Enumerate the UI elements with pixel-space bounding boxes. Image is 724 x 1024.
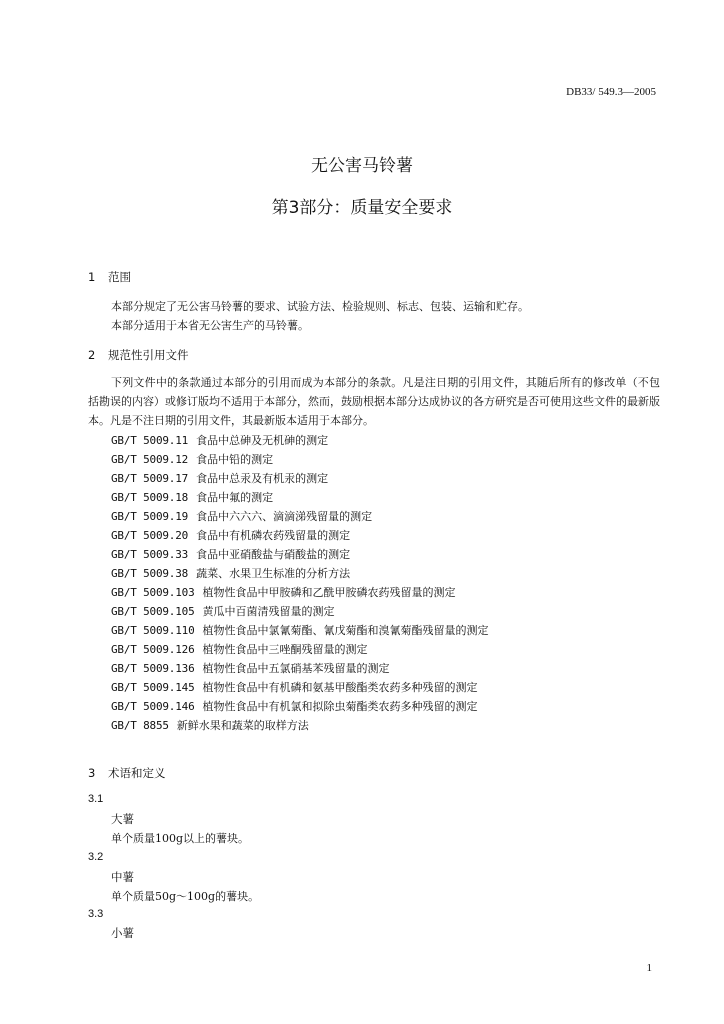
section-title: 术语和定义 <box>108 766 166 780</box>
document-number: DB33/ 549.3—2005 <box>566 86 656 98</box>
section-heading-references <box>88 347 189 363</box>
reference-item <box>111 546 350 562</box>
reference-name: 植物性食品中五氯硝基苯残留量的测定 <box>202 662 390 675</box>
reference-code: GB/T 5009.33 <box>111 548 189 561</box>
reference-code: GB/T 5009.17 <box>111 472 189 485</box>
reference-item <box>111 565 350 581</box>
term-title: 大薯 <box>111 812 134 826</box>
reference-name: 黄瓜中百菌清残留量的测定 <box>202 605 335 618</box>
reference-name: 新鲜水果和蔬菜的取样方法 <box>176 719 309 732</box>
section-number: 1 <box>88 270 96 284</box>
reference-item <box>111 717 309 733</box>
scope-paragraph-1: 本部分规定了无公害马铃薯的要求、试验方法、检验规则、标志、包装、运输和贮存。 <box>111 300 529 313</box>
reference-code: GB/T 5009.12 <box>111 453 189 466</box>
reference-name: 植物性食品中有机氯和拟除虫菊酯类农药多种残留的测定 <box>202 700 478 713</box>
reference-name: 植物性食品中三唑酮残留量的测定 <box>202 643 368 656</box>
reference-code: GB/T 5009.38 <box>111 567 189 580</box>
reference-code: GB/T 8855 <box>111 719 169 732</box>
reference-name: 食品中总砷及无机砷的测定 <box>196 434 329 447</box>
reference-item <box>111 603 335 619</box>
term-number: 3.1 <box>88 793 104 805</box>
reference-item <box>111 451 273 467</box>
reference-code: GB/T 5009.105 <box>111 605 195 618</box>
reference-item <box>111 432 328 448</box>
page-number: 1 <box>646 962 652 974</box>
reference-name: 食品中有机磷农药残留量的测定 <box>196 529 351 542</box>
section-title: 规范性引用文件 <box>108 348 189 362</box>
reference-code: GB/T 5009.136 <box>111 662 195 675</box>
reference-code: GB/T 5009.110 <box>111 624 195 637</box>
reference-item <box>111 470 328 486</box>
section-number: 3 <box>88 766 96 780</box>
reference-name: 植物性食品中甲胺磷和乙酰甲胺磷农药残留量的测定 <box>202 586 456 599</box>
document-title: 无公害马铃薯 <box>311 156 413 176</box>
section-heading-scope <box>88 269 131 285</box>
reference-name: 植物性食品中氯氰菊酯、氰戊菊酯和溴氰菊酯残留量的测定 <box>202 624 489 637</box>
reference-name: 食品中亚硝酸盐与硝酸盐的测定 <box>196 548 351 561</box>
section-title: 范围 <box>108 270 131 284</box>
reference-code: GB/T 5009.18 <box>111 491 189 504</box>
document-subtitle: 第3部分：质量安全要求 <box>271 198 453 218</box>
reference-item <box>111 698 478 714</box>
term-number: 3.3 <box>88 908 104 920</box>
reference-name: 食品中六六六、滴滴涕残留量的测定 <box>196 510 373 523</box>
reference-item <box>111 679 478 695</box>
reference-code: GB/T 5009.19 <box>111 510 189 523</box>
reference-item <box>111 527 350 543</box>
reference-code: GB/T 5009.126 <box>111 643 195 656</box>
reference-name: 食品中铅的测定 <box>196 453 274 466</box>
reference-item <box>111 584 456 600</box>
term-title: 中薯 <box>111 870 134 884</box>
reference-item <box>111 489 273 505</box>
reference-name: 食品中总汞及有机汞的测定 <box>196 472 329 485</box>
reference-code: GB/T 5009.20 <box>111 529 189 542</box>
reference-name: 植物性食品中有机磷和氨基甲酸酯类农药多种残留的测定 <box>202 681 478 694</box>
reference-item <box>111 508 372 524</box>
reference-code: GB/T 5009.146 <box>111 700 195 713</box>
references-intro-paragraph: 下列文件中的条款通过本部分的引用而成为本部分的条款。凡是注日期的引用文件，其随后所有的修改单（不包括勘误的内容）或修订版均不适用于本部分，然而，鼓励根据本部分达成协议的各方研究是否可使用这些文件的最新版本。凡是不注日期的引用文件，其最新版本适用于本部分。 <box>88 376 660 427</box>
reference-item <box>111 641 368 657</box>
term-title: 小薯 <box>111 926 134 940</box>
term-definition: 单个质量50g～100g的薯块。 <box>111 890 260 903</box>
term-number: 3.2 <box>88 851 104 863</box>
reference-item <box>111 622 489 638</box>
reference-name: 蔬菜、水果卫生标准的分析方法 <box>196 567 351 580</box>
reference-code: GB/T 5009.145 <box>111 681 195 694</box>
term-definition: 单个质量100g以上的薯块。 <box>111 832 250 845</box>
scope-paragraph-2: 本部分适用于本省无公害生产的马铃薯。 <box>111 319 309 332</box>
reference-item <box>111 660 390 676</box>
reference-code: GB/T 5009.103 <box>111 586 195 599</box>
section-number: 2 <box>88 348 96 362</box>
reference-name: 食品中氟的测定 <box>196 491 274 504</box>
reference-code: GB/T 5009.11 <box>111 434 189 447</box>
section-heading-terms <box>88 765 166 781</box>
